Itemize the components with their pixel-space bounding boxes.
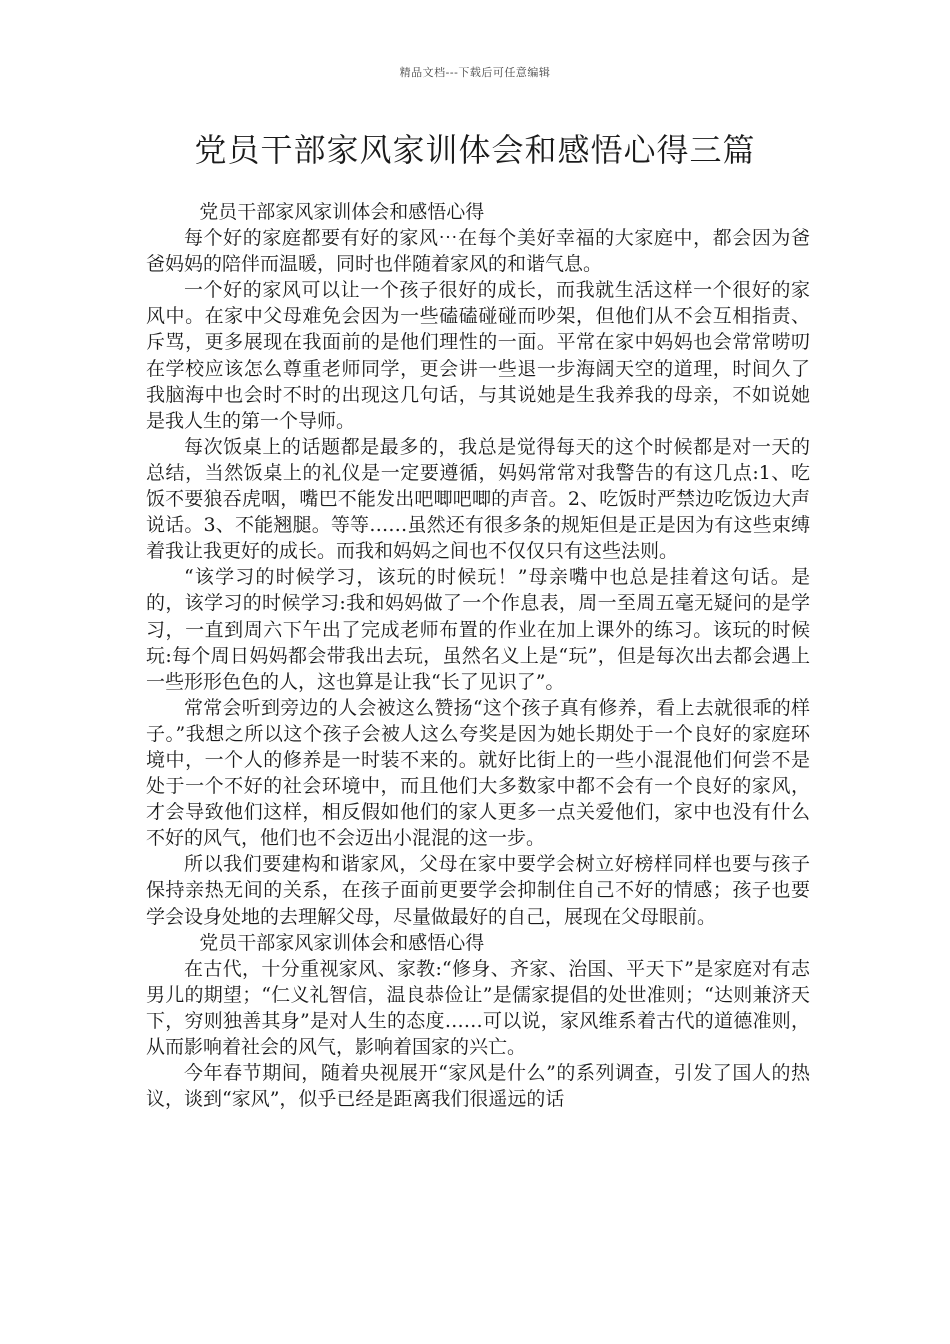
body-paragraph: “该学习的时候学习，该玩的时候玩！”母亲嘴中也总是挂着这句话。是的，该学习的时候学习:我和妈妈做了一个作息表，周一至周五毫无疑问的是学习，一直到周六下午出了完成老师布置的作业在加上课外的练习。该玩的时候玩:每个周日妈妈都会带我出去玩，虽然名义上是“玩”，但是每次出去都会遇上一些形形色色的人，这也算是让我“长了见识了”。 <box>146 566 810 693</box>
body-paragraph: 在古代，十分重视家风、家教:“修身、齐家、治国、平天下”是家庭对有志男儿的期望；“仁义礼智信，温良恭俭让”是儒家提倡的处世准则；“达则兼济天下，穷则独善其身”是对人生的态度……可以说，家风维系着古代的道德准则，从而影响着社会的风气，影响着国家的兴亡。 <box>146 957 810 1058</box>
body-paragraph: 每次饭桌上的话题都是最多的，我总是觉得每天的这个时候都是对一天的总结，当然饭桌上的礼仪是一定要遵循，妈妈常常对我警告的有这几点:1、吃饭不要狼吞虎咽，嘴巴不能发出吧唧吧唧的声音。2、吃饭时严禁边吃饭边大声说话。3、不能翘腿。等等……虽然还有很多条的规矩但是正是因为有这些束缚着我让我更好的成长。而我和妈妈之间也不仅仅只有这些法则。 <box>146 435 810 563</box>
section-heading: 党员干部家风家训体会和感悟心得 <box>199 201 485 223</box>
body-paragraph: 每个好的家庭都要有好的家风⋯在每个美好幸福的大家庭中，都会因为爸爸妈妈的陪伴而温暖，同时也伴随着家风的和谐气息。 <box>146 227 810 276</box>
page-header-note: 精品文档---下载后可任意编辑 <box>399 66 551 79</box>
document-body <box>146 199 810 1112</box>
section-heading: 党员干部家风家训体会和感悟心得 <box>199 931 485 954</box>
body-paragraph: 一个好的家风可以让一个孩子很好的成长，而我就生活这样一个很好的家风中。在家中父母难免会因为一些磕磕碰碰而吵架，但他们从不会互相指责、斥骂，更多展现在我面前的是他们理性的一面。平常在家中妈妈也会常常唠叨在学校应该怎么尊重老师同学，更会讲一些退一步海阔天空的道理，时间久了我脑海中也会时不时的出现这几句话，与其说她是生我养我的母亲，不如说她是我人生的第一个导师。 <box>146 279 810 432</box>
body-paragraph: 所以我们要建构和谐家风，父母在家中要学会树立好榜样同样也要与孩子保持亲热无间的关系，在孩子面前更要学会抑制住自己不好的情感；孩子也要学会设身处地的去理解父母，尽量做最好的自己，展现在父母眼前。 <box>146 853 810 928</box>
body-paragraph: 常常会听到旁边的人会被这么赞扬“这个孩子真有修养，看上去就很乖的样子。”我想之所以这个孩子会被人这么夸奖是因为她长期处于一个良好的家庭环境中，一个人的修养是一时装不来的。就好比街上的一些小混混他们何尝不是处于一个不好的社会环境中，而且他们大多数家中都不会有一个良好的家风，才会导致他们这样，相反假如他们的家人更多一点关爱他们，家中也没有什么不好的风气，他们也不会迈出小混混的这一步。 <box>146 696 810 850</box>
body-paragraph: 今年春节期间，随着央视展开“家风是什么”的系列调查，引发了国人的热议，谈到“家风”，似乎已经是距离我们很遥远的话 <box>146 1062 810 1111</box>
document-title: 党员干部家风家训体会和感悟心得三篇 <box>194 131 756 169</box>
